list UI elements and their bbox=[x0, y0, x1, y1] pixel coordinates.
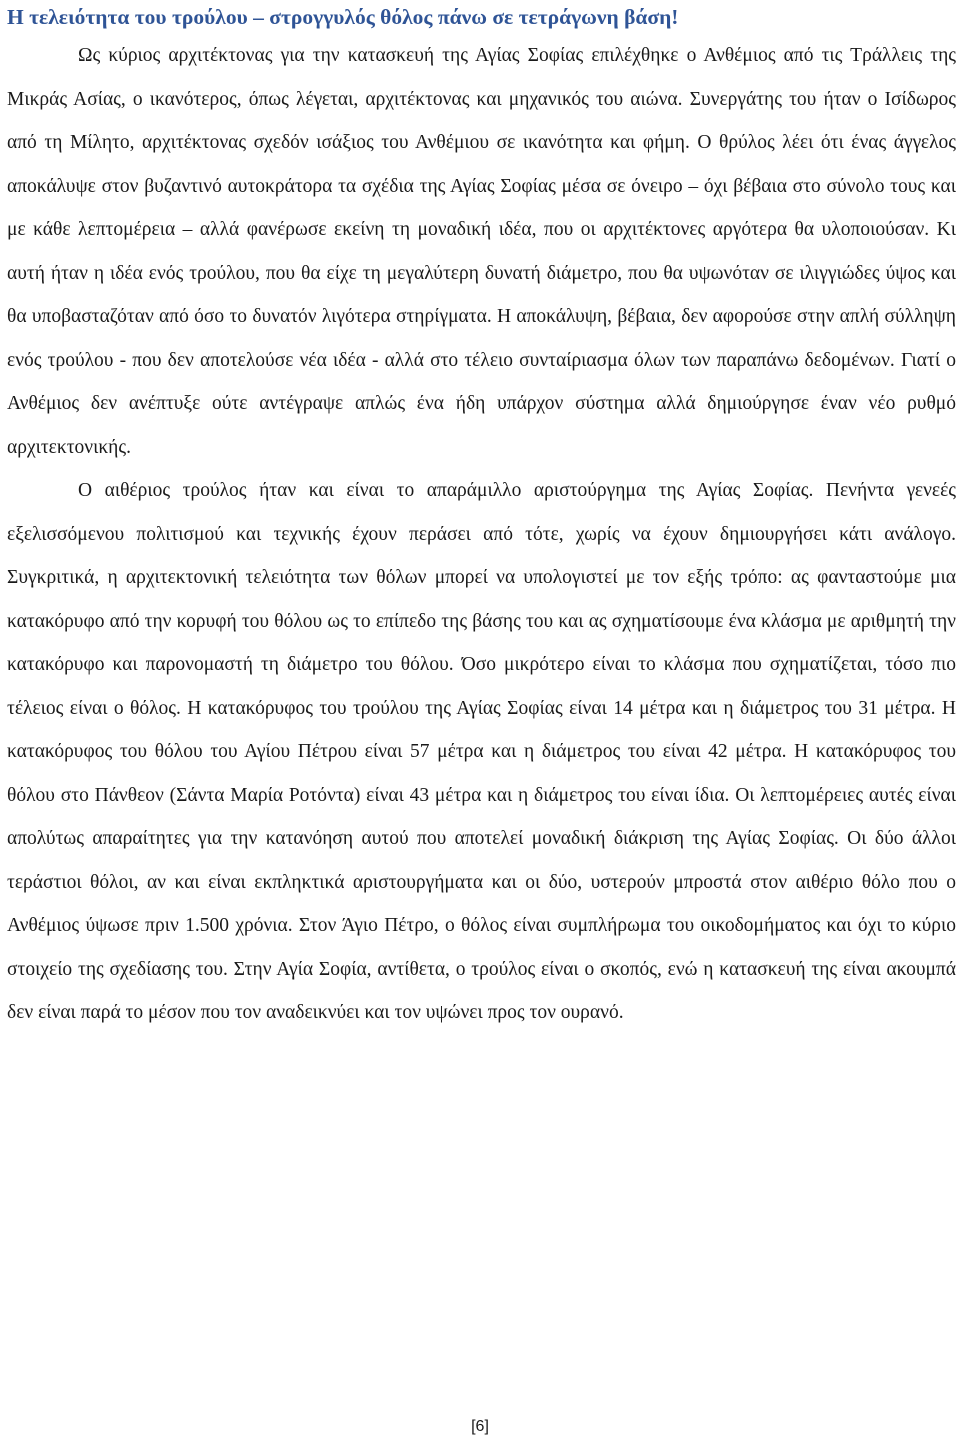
paragraph-dome-comparison: Ο αιθέριος τρούλος ήταν και είναι το απαράμιλλο αριστούργημα της Αγίας Σοφίας. Πενήντα γενεές εξελισσόμενου πολιτισμού και τεχνικής έχουν περάσει από τότε, χωρίς να έχουν δημιουργήσει κάτι ανάλογο. Συγκριτικά, η αρχιτεκτονική τελειότητα των θόλων μπορεί να υπολογιστεί με τον εξής τρόπο: ας φανταστούμε μια κατακόρυφο από την κορυφή του θόλου ως το επίπεδο της βάσης του και ας σχηματίσουμε ένα κλάσμα με αριθμητή την κατακόρυφο και παρονομαστή τη διάμετρο του θόλου. Όσο μικρότερο είναι το κλάσμα που σχηματίζεται, τόσο πιο τέλειος είναι ο θόλος. Η κατακόρυφος του τρούλου της Αγίας Σοφίας είναι 14 μέτρα και η διάμετρος του 31 μέτρα. Η κατακόρυφος του θόλου του Αγίου Πέτρου είναι 57 μέτρα και η διάμετρος του είναι 42 μέτρα. Η κατακόρυφος του θόλου στο Πάνθεον (Σάντα Μαρία Ροτόντα) είναι 43 μέτρα και η διάμετρος του είναι ίδια. Οι λεπτομέρειες αυτές είναι απολύτως απαραίτητες για την κατανόηση αυτού που αποτελεί μοναδική διάκριση της Αγίας Σοφίας. Οι δύο άλλοι τεράστιοι θόλοι, αν και είναι εκπληκτικά αριστουργήματα και οι δύο, υστερούν μπροστά στον αιθέριο θόλο που ο Ανθέμιος ύψωσε πριν 1.500 χρόνια. Στον Άγιο Πέτρο, ο θόλος είναι συμπλήρωμα του οικοδομήματος και όχι το κύριο στοιχείο της σχεδίασης του. Στην Αγία Σοφία, αντίθετα, ο τρούλος είναι ο σκοπός, ενώ η κατασκευή της είναι ακουμπά δεν είναι παρά το μέσον που τον αναδεικνύει και τον υψώνει προς τον ουρανό. bbox=[7, 480, 956, 1023]
section-heading: Η τελειότητα του τρούλου – στρογγυλός θόλος πάνω σε τετράγωνη βάση! bbox=[7, 5, 679, 29]
page-number: [6] bbox=[471, 1418, 489, 1435]
paragraph-architects: Ως κύριος αρχιτέκτονας για την κατασκευή της Αγίας Σοφίας επιλέχθηκε ο Ανθέμιος από τις Τράλλεις της Μικράς Ασίας, ο ικανότερος, όπως λέγεται, αρχιτέκτονας και μηχανικός του αιώνα. Συνεργάτης του ήταν ο Ισίδωρος από τη Μίλητο, αρχιτέκτονας σχεδόν ισάξιος του Ανθέμιου σε ικανότητα και φήμη. Ο θρύλος λέει ότι ένας άγγελος αποκάλυψε στον βυζαντινό αυτοκράτορα τα σχέδια της Αγίας Σοφίας μέσα σε όνειρο – όχι βέβαια στο σύνολο τους και με κάθε λεπτομέρεια – αλλά φανέρωσε εκείνη τη μοναδική ιδέα, που οι αρχιτέκτονες αργότερα θα υλοποιούσαν. Κι αυτή ήταν η ιδέα ενός τρούλου, που θα είχε τη μεγαλύτερη δυνατή διάμετρο, που θα υψωνόταν σε ιλιγγιώδες ύψος και θα υποβασταζόταν από όσο το δυνατόν λιγότερα στηρίγματα. Η αποκάλυψη, βέβαια, δεν αφορούσε στην απλή σύλληψη ενός τρούλου - που δεν αποτελούσε νέα ιδέα - αλλά στο τέλειο συνταίριασμα όλων των παραπάνω δεδομένων. Γιατί ο Ανθέμιος δεν ανέπτυξε ούτε αντέγραψε απλώς ένα ήδη υπάρχον σύστημα αλλά δημιούργησε έναν νέο ρυθμό αρχιτεκτονικής. bbox=[7, 45, 956, 458]
